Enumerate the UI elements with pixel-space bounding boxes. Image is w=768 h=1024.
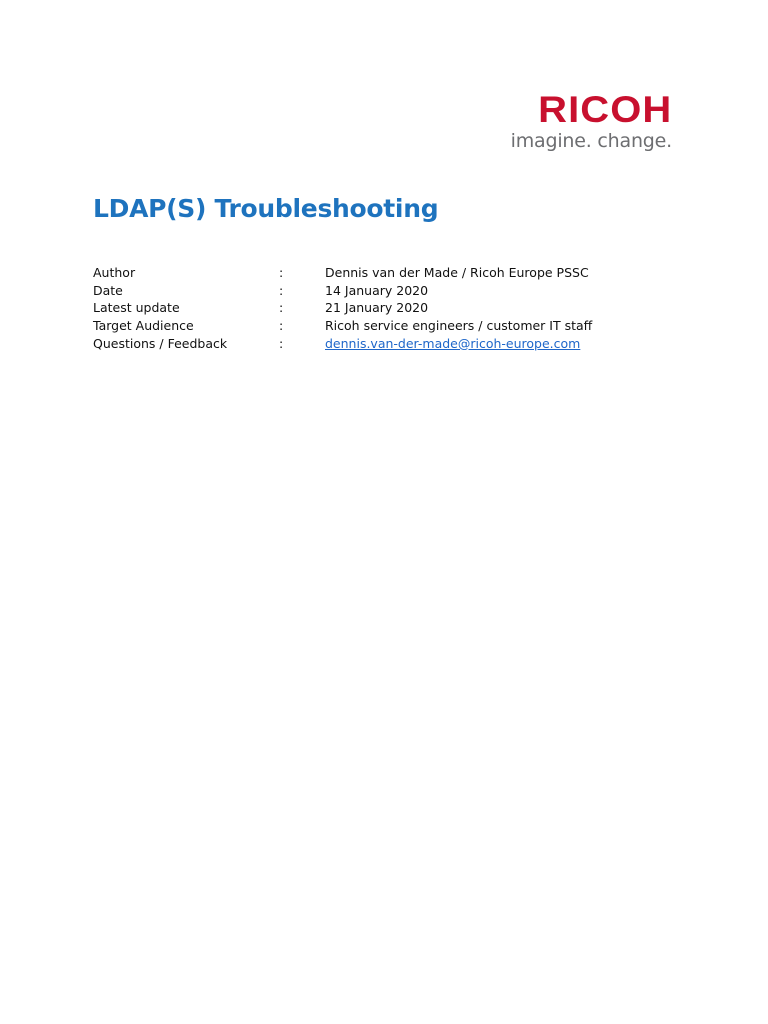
meta-row-target-audience (93, 317, 592, 335)
meta-value: Dennis van der Made / Ricoh Europe PSSC (325, 265, 589, 280)
logo-tagline: imagine. change. (510, 130, 672, 152)
meta-value: 14 January 2020 (325, 282, 429, 298)
ricoh-logo (510, 89, 672, 153)
meta-separator: : (279, 265, 284, 280)
meta-label: Questions / Feedback (93, 335, 228, 351)
meta-value: Ricoh service engineers / customer IT staff (325, 318, 593, 334)
document-metadata (93, 264, 592, 352)
meta-separator: : (279, 300, 284, 316)
feedback-email-link[interactable]: dennis.van-der-made@ricoh-europe.com (325, 335, 581, 351)
meta-row-date (93, 282, 592, 300)
meta-row-questions-feedback (93, 335, 592, 353)
meta-separator: : (279, 318, 284, 334)
meta-label: Target Audience (93, 318, 194, 334)
meta-label: Date (93, 282, 123, 298)
meta-row-author (93, 264, 592, 282)
meta-label: Author (93, 265, 136, 280)
meta-separator: : (279, 335, 284, 351)
meta-row-latest-update (93, 299, 592, 317)
meta-value: 21 January 2020 (325, 300, 429, 316)
logo-wordmark: RICOH (537, 89, 672, 130)
meta-separator: : (279, 282, 284, 298)
meta-label: Latest update (93, 300, 180, 316)
document-title: LDAP(S) Troubleshooting (93, 194, 439, 223)
